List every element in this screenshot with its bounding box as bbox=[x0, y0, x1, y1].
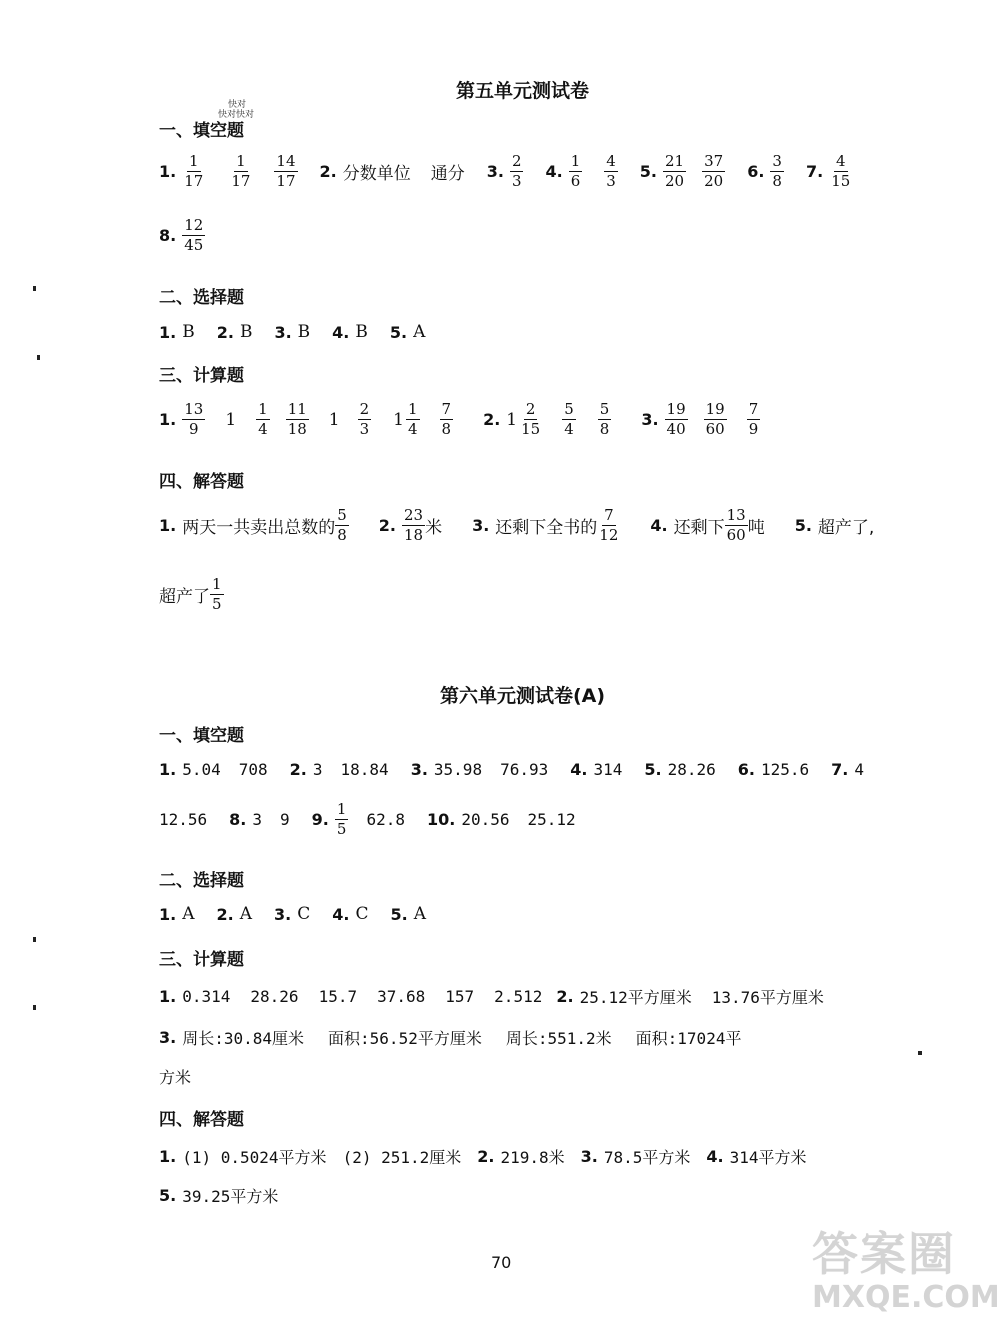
fraction: $\frac{1}{4}$ bbox=[407, 400, 418, 438]
answer-value: 62.8 bbox=[366, 810, 405, 829]
choice-answer: B bbox=[297, 322, 311, 342]
answer-value: 12.56 bbox=[159, 810, 208, 829]
unit6-fill-heading: 一、填空题 bbox=[159, 726, 244, 746]
answer-text: 超产了, bbox=[817, 518, 875, 538]
answer-value: 25.12平方厘米 bbox=[579, 988, 692, 1007]
unit5-fill-heading: 一、填空题 bbox=[159, 121, 244, 141]
unit6-fill-line2 bbox=[159, 802, 576, 837]
fraction: $\frac{1}{17}$ bbox=[231, 152, 251, 190]
unit6-choice-answers bbox=[159, 904, 426, 924]
question-number: 9. bbox=[311, 810, 329, 829]
answer-value: 4 bbox=[854, 760, 865, 779]
question-number: 5. bbox=[639, 162, 658, 181]
fraction: $\frac{7}{8}$ bbox=[441, 400, 452, 438]
answer-value: 5.04 bbox=[182, 760, 221, 779]
answer-value: 周长:30.84厘米 bbox=[182, 1029, 305, 1048]
answer-value: 314平方米 bbox=[729, 1148, 807, 1167]
unit5-answer-line2 bbox=[159, 577, 224, 612]
unit6-calc-line2 bbox=[159, 1026, 741, 1049]
scan-speck bbox=[918, 1051, 922, 1055]
choice-answer: B bbox=[355, 322, 368, 342]
question-number: 1. bbox=[159, 516, 177, 535]
fraction: $\frac{2}{15}$ bbox=[521, 400, 541, 438]
question-number: 3. bbox=[486, 162, 504, 181]
answer-value: 20.56 bbox=[461, 810, 510, 829]
unit6-title: 第六单元测试卷(A) bbox=[440, 685, 606, 707]
fraction: $\frac{4}{15}$ bbox=[831, 152, 851, 190]
question-number: 5. bbox=[389, 322, 408, 342]
unit6-answer-line1 bbox=[159, 1145, 807, 1168]
unit6-answer-line2 bbox=[159, 1184, 278, 1207]
answer-value: 219.8米 bbox=[500, 1148, 565, 1167]
answer-value: (1) 0.5024平方米 bbox=[182, 1148, 327, 1167]
choice-answer: A bbox=[413, 904, 426, 924]
question-number: 2. bbox=[477, 1147, 495, 1166]
scan-speck bbox=[33, 937, 36, 942]
question-number: 2. bbox=[289, 760, 307, 779]
answer-value: 0.314 bbox=[182, 987, 231, 1006]
question-number: 1. bbox=[159, 410, 177, 429]
question-number: 1. bbox=[159, 1147, 177, 1166]
fraction: $\frac{19}{40}$ bbox=[666, 400, 686, 438]
question-number: 4. bbox=[570, 760, 588, 779]
question-number: 3. bbox=[472, 516, 490, 535]
unit5-calc-answers bbox=[159, 402, 760, 437]
fraction: $\frac{11}{18}$ bbox=[287, 400, 307, 438]
answer-value: 周长:551.2米 bbox=[505, 1029, 612, 1048]
scan-speck bbox=[37, 355, 40, 360]
unit-text: 米 bbox=[425, 518, 443, 538]
scan-speck bbox=[33, 286, 36, 291]
whole-number: 1 bbox=[328, 409, 340, 430]
answer-value: 76.93 bbox=[500, 760, 549, 779]
question-number: 3. bbox=[641, 410, 659, 429]
answer-value: 157 bbox=[445, 987, 475, 1006]
unit5-choice-heading: 二、选择题 bbox=[159, 288, 244, 308]
unit6-calc-line1 bbox=[159, 985, 824, 1008]
unit5-answer-heading: 四、解答题 bbox=[159, 472, 244, 492]
question-number: 7. bbox=[805, 162, 824, 181]
fraction: $\frac{37}{20}$ bbox=[704, 152, 724, 190]
answer-value: 面积:17024平 bbox=[635, 1029, 742, 1048]
fraction: $\frac{1}{6}$ bbox=[570, 152, 581, 190]
watermark-logo: 答案圈 bbox=[812, 1227, 956, 1281]
question-number: 8. bbox=[159, 226, 177, 245]
question-number: 5. bbox=[390, 904, 408, 924]
answer-value: 314 bbox=[593, 760, 623, 779]
answer-value: 28.26 bbox=[250, 987, 299, 1006]
answer-value: 15.7 bbox=[318, 987, 358, 1006]
question-number: 6. bbox=[747, 162, 765, 181]
answer-value: (2) 251.2厘米 bbox=[342, 1148, 462, 1167]
question-number: 5. bbox=[159, 1186, 177, 1205]
unit5-fill-line1 bbox=[159, 154, 852, 189]
fraction: $\frac{23}{18}$ bbox=[403, 506, 424, 544]
fraction: $\frac{2}{3}$ bbox=[511, 152, 522, 190]
answer-value: 78.5平方米 bbox=[603, 1148, 691, 1167]
stamp-line-1: 快对 bbox=[228, 100, 247, 110]
unit6-fill-line1 bbox=[159, 760, 864, 779]
unit-text: 吨 bbox=[747, 518, 765, 538]
question-number: 1. bbox=[159, 904, 177, 924]
fraction: $\frac{13}{9}$ bbox=[184, 400, 204, 438]
whole-number: 1 bbox=[506, 409, 518, 430]
question-number: 8. bbox=[229, 810, 247, 829]
unit6-calc-line3 bbox=[159, 1065, 191, 1088]
question-number: 5. bbox=[794, 516, 812, 535]
fraction: $\frac{2}{3}$ bbox=[359, 400, 370, 438]
unit5-choice-answers bbox=[159, 322, 425, 342]
fraction: $\frac{14}{17}$ bbox=[276, 152, 296, 190]
answer-value: 28.26 bbox=[667, 760, 716, 779]
page-number: 70 bbox=[491, 1253, 512, 1272]
answer-value: 708 bbox=[238, 760, 268, 779]
question-number: 3. bbox=[580, 1147, 598, 1166]
fraction: $\frac{4}{3}$ bbox=[606, 152, 616, 190]
scan-speck bbox=[33, 1005, 36, 1010]
question-number: 2. bbox=[216, 904, 234, 924]
fraction: $\frac{19}{60}$ bbox=[705, 400, 725, 438]
question-number: 1. bbox=[159, 322, 177, 342]
answer-value: 面积:56.52平方厘米 bbox=[328, 1029, 482, 1048]
choice-answer: C bbox=[355, 904, 369, 924]
fraction: $\frac{7}{9}$ bbox=[748, 400, 759, 438]
unit5-calc-heading: 三、计算题 bbox=[159, 366, 244, 386]
answer-text: 超产了 bbox=[159, 587, 210, 607]
answer-text: 还剩下 bbox=[673, 518, 725, 538]
question-number: 3. bbox=[274, 322, 292, 342]
question-number: 2. bbox=[319, 162, 337, 181]
answer-value: 39.25平方米 bbox=[182, 1187, 279, 1206]
answer-value: 2.512 bbox=[494, 987, 543, 1006]
fraction: $\frac{3}{8}$ bbox=[772, 152, 782, 190]
question-number: 7. bbox=[831, 760, 849, 779]
unit5-fill-line2 bbox=[159, 218, 205, 253]
answer-text: 通分 bbox=[430, 164, 465, 184]
question-number: 4. bbox=[332, 322, 350, 342]
question-number: 2. bbox=[378, 516, 396, 535]
watermark-url: MXQE.COM bbox=[812, 1280, 1000, 1315]
fraction: $\frac{12}{45}$ bbox=[184, 216, 204, 254]
unit6-choice-heading: 二、选择题 bbox=[159, 871, 244, 891]
question-number: 3. bbox=[159, 1028, 177, 1047]
fraction: $\frac{5}{4}$ bbox=[564, 400, 574, 438]
answer-value: 18.84 bbox=[340, 760, 389, 779]
question-number: 4. bbox=[545, 162, 563, 181]
answer-value: 3 bbox=[312, 760, 323, 779]
whole-number: 1 bbox=[225, 409, 237, 430]
choice-answer: C bbox=[297, 904, 311, 924]
choice-answer: B bbox=[239, 322, 253, 342]
question-number: 5. bbox=[644, 760, 662, 779]
question-number: 6. bbox=[737, 760, 755, 779]
question-number: 2. bbox=[216, 322, 234, 342]
choice-answer: A bbox=[239, 904, 252, 924]
answer-text: 分数单位 bbox=[342, 164, 411, 184]
unit6-answer-heading: 四、解答题 bbox=[159, 1110, 244, 1130]
answer-text: 两天一共卖出总数的 bbox=[182, 518, 336, 538]
question-number: 3. bbox=[274, 904, 292, 924]
fraction: $\frac{13}{60}$ bbox=[726, 506, 746, 544]
choice-answer: B bbox=[182, 322, 195, 342]
fraction: $\frac{5}{8}$ bbox=[337, 506, 347, 544]
answer-value: 3 bbox=[252, 810, 263, 829]
fraction: $\frac{5}{8}$ bbox=[599, 400, 610, 438]
choice-answer: A bbox=[413, 322, 426, 342]
fraction: $\frac{21}{20}$ bbox=[665, 152, 685, 190]
whole-number: 1 bbox=[393, 409, 404, 430]
answer-value: 37.68 bbox=[377, 987, 426, 1006]
question-number: 10. bbox=[426, 810, 456, 829]
question-number: 4. bbox=[650, 516, 668, 535]
question-number: 4. bbox=[332, 904, 350, 924]
question-number: 4. bbox=[706, 1147, 724, 1166]
question-number: 2. bbox=[483, 410, 501, 429]
answer-text: 还剩下全书的 bbox=[495, 518, 598, 538]
choice-answer: A bbox=[182, 904, 195, 924]
fraction: $\frac{1}{5}$ bbox=[336, 800, 347, 838]
answer-value: 125.6 bbox=[760, 760, 810, 779]
fraction: $\frac{1}{4}$ bbox=[258, 400, 268, 438]
answer-value: 9 bbox=[280, 810, 290, 829]
question-number: 1. bbox=[159, 987, 177, 1006]
question-number: 1. bbox=[159, 760, 177, 779]
answer-value: 25.12 bbox=[527, 810, 576, 829]
unit5-title: 第五单元测试卷 bbox=[456, 80, 590, 102]
question-number: 1. bbox=[159, 162, 177, 181]
question-number: 3. bbox=[410, 760, 428, 779]
answer-value: 方米 bbox=[159, 1068, 192, 1087]
unit6-calc-heading: 三、计算题 bbox=[159, 950, 244, 970]
fraction: $\frac{1}{5}$ bbox=[212, 575, 222, 613]
fraction: $\frac{7}{12}$ bbox=[599, 506, 619, 544]
stamp-line-2: 快对快对 bbox=[218, 110, 255, 120]
question-number: 2. bbox=[556, 987, 574, 1006]
fraction: $\frac{1}{17}$ bbox=[184, 152, 204, 190]
answer-value: 35.98 bbox=[433, 760, 483, 779]
answer-value: 13.76平方厘米 bbox=[711, 988, 824, 1007]
unit5-answer-line1 bbox=[159, 508, 874, 543]
